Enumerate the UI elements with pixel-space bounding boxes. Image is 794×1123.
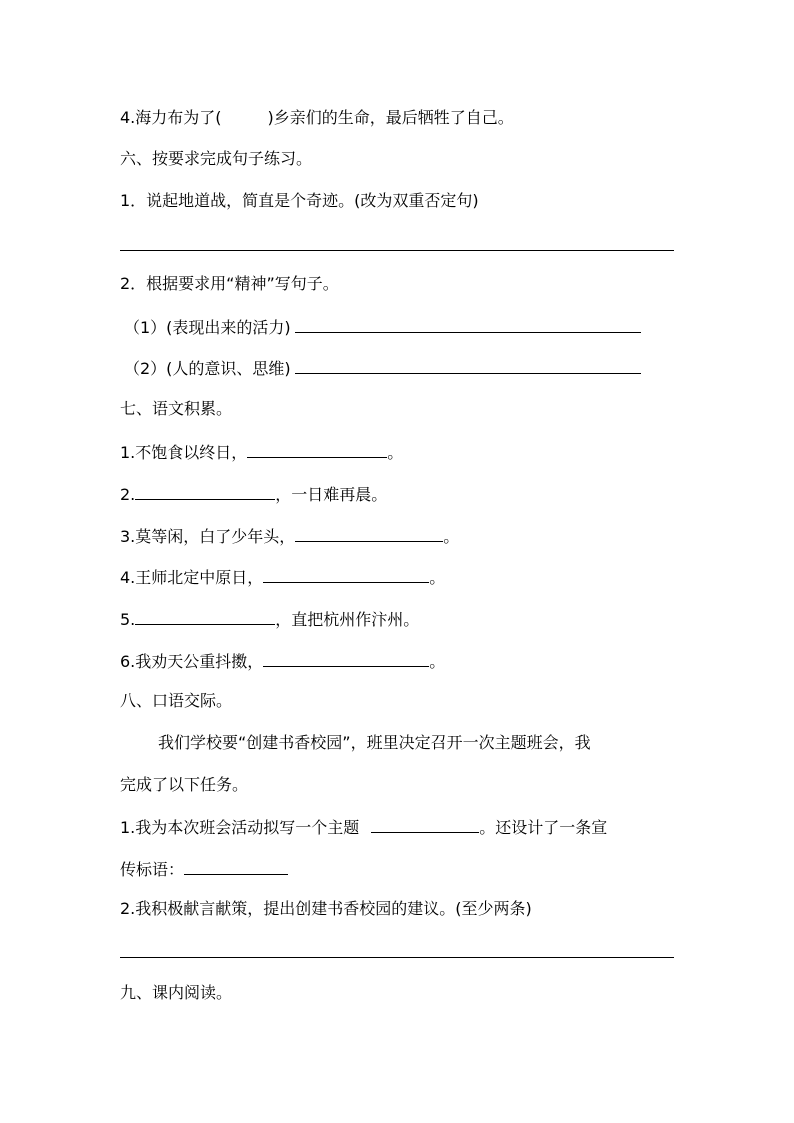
- q4-prefix: 4.海力布为了(: [120, 108, 222, 127]
- item-suffix: ，一日难再晨。: [275, 485, 388, 504]
- section-8-title: 八、口语交际。: [120, 691, 233, 710]
- item-suffix: 。: [443, 527, 460, 546]
- item-suffix: 。: [429, 652, 446, 671]
- item-prefix: 1.不饱食以终日，: [120, 443, 248, 462]
- section-8-question-1-line-2: [120, 858, 288, 880]
- accumulation-item-6: [120, 650, 445, 672]
- q4-suffix: )乡亲们的生命，最后牺牲了自己。: [267, 108, 514, 127]
- answer-blank[interactable]: [184, 858, 288, 875]
- q2-1-label: （1）(表现出来的活力): [124, 318, 291, 337]
- answer-blank[interactable]: [263, 650, 429, 667]
- accumulation-item-1: [120, 441, 403, 463]
- section-7-title: 七、语文积累。: [120, 399, 233, 418]
- q1-suffix: 。还设计了一条宣: [479, 818, 608, 837]
- item-prefix: 6.我劝天公重抖擞，: [120, 652, 264, 671]
- section-6-question-2-2: [124, 357, 641, 379]
- section-6-title: 六、按要求完成句子练习。: [120, 149, 313, 168]
- item-suffix: ，直把杭州作汴州。: [275, 610, 420, 629]
- item-prefix: 4.王师北定中原日，: [120, 568, 264, 587]
- section-6-question-2-1: [124, 316, 641, 338]
- accumulation-item-5: [120, 608, 419, 630]
- answer-blank[interactable]: [135, 608, 275, 625]
- answer-blank[interactable]: [135, 483, 275, 500]
- answer-blank[interactable]: [371, 816, 479, 833]
- item-suffix: 。: [429, 568, 446, 587]
- q2-2-label: （2）(人的意识、思维): [124, 359, 291, 378]
- section-6-question-2: 2．根据要求用“精神”写句子。: [120, 274, 339, 293]
- section-8-paragraph-line-2: 完成了以下任务。: [120, 775, 249, 794]
- answer-blank[interactable]: [295, 525, 443, 542]
- answer-blank[interactable]: [247, 441, 387, 458]
- answer-line[interactable]: [120, 250, 674, 251]
- item-prefix: 3.莫等闲，白了少年头，: [120, 527, 296, 546]
- section-8-question-2: 2.我积极献言献策，提出创建书香校园的建议。(至少两条): [120, 899, 532, 918]
- accumulation-item-3: [120, 525, 459, 547]
- section-8-paragraph-line-1: 我们学校要“创建书香校园”，班里决定召开一次主题班会，我: [158, 733, 591, 752]
- question-4-haili: [120, 108, 514, 128]
- accumulation-item-2: [120, 483, 387, 505]
- answer-line[interactable]: [120, 957, 674, 958]
- item-suffix: 。: [387, 443, 404, 462]
- answer-blank[interactable]: [295, 357, 641, 374]
- answer-blank[interactable]: [263, 566, 429, 583]
- q1-line2-label: 传标语：: [120, 860, 185, 879]
- section-6-question-1: 1．说起地道战，简直是个奇迹。(改为双重否定句): [120, 191, 479, 210]
- item-prefix: 2.: [120, 485, 136, 504]
- section-9-title: 九、课内阅读。: [120, 983, 233, 1002]
- section-8-question-1: [120, 816, 607, 838]
- item-prefix: 5.: [120, 610, 136, 629]
- accumulation-item-4: [120, 566, 445, 588]
- q1-prefix: 1.我为本次班会活动拟写一个主题: [120, 818, 360, 837]
- answer-blank[interactable]: [295, 316, 641, 333]
